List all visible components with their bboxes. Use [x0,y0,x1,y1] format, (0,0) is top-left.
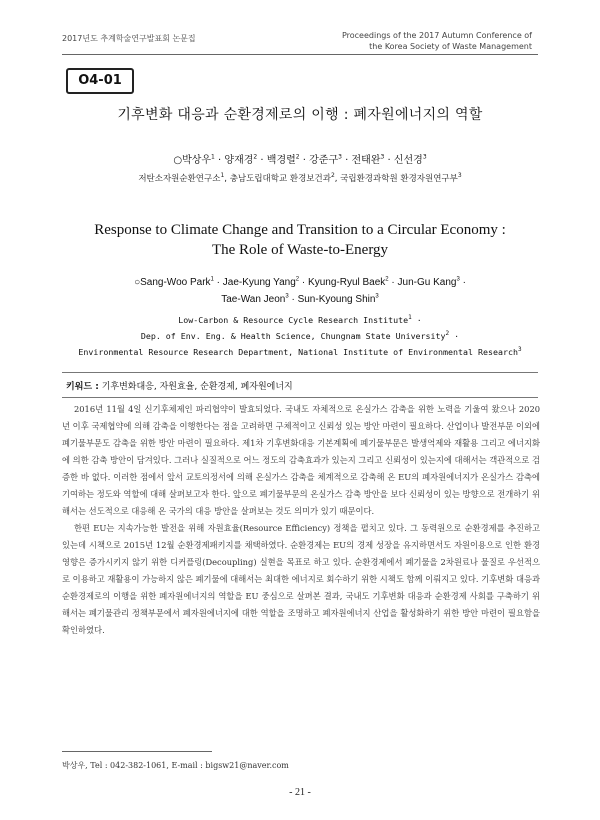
author-affiliation-mark: 2 [385,276,389,283]
korean-author: 전태완 [351,155,381,166]
english-author-line1: ○Sang-Woo Park$^1$ · Jae-Kyung Yang$^2$ · Kyung-Ryul Baek$^2$ · Jun-Gu Kang$^3$ · [134,276,466,288]
author-separator: · [341,155,352,166]
affiliation-mark: 3 [457,172,462,180]
korean-author: 박상우 [182,155,212,166]
header-divider [62,54,538,55]
keywords-bottom-rule [62,397,538,398]
presenter-marker: ○ [134,277,141,288]
korean-title: 기후변화 대응과 순환경제로의 이행 : 폐자원에너지의 역할 [117,107,483,123]
korean-author: 양재경 [224,155,254,166]
korean-affiliations: 저탄소자원순환연구소$^1$, 충남도립대학교 환경보건과$^2$, 국립환경과학원 환경자원연구부$^3$ [138,172,462,184]
running-header-left: 2017년도 추계학술연구발표회 논문집 [62,34,196,43]
session-code-badge: O4-01 [66,68,134,94]
affiliation-separator: · [449,331,460,341]
english-author-line2: Tae-Wan Jeon$^3$ · Sun-Kyoung Shin$^3$ [221,293,379,305]
footnote-divider [62,751,212,752]
keywords-text: 기후변화대응, 자원효율, 순환경제, 폐자원에너지 [101,382,293,392]
affiliation-mark: 2 [330,172,335,180]
affiliation-separator: · [411,315,422,325]
english-title-line1: Response to Climate Change and Transition to a Circular Economy : [94,222,506,238]
korean-author: 강준구 [309,155,339,166]
korean-author: 신선경 [393,155,423,166]
english-affiliation: Low-Carbon & Resource Cycle Research Institute [178,315,409,325]
english-affiliation: Dep. of Env. Eng. & Health Science, Chungnam State University [140,331,446,341]
korean-author: 백경렬 [266,155,296,166]
korean-author-list [0,151,600,166]
english-title-line2: The Role of Waste-to-Energy [211,242,389,258]
running-header-right [342,30,532,52]
author-affiliation-mark: 2 [253,153,258,161]
author-separator: · [257,155,267,166]
english-author: Sang-Woo Park [140,277,211,288]
korean-affiliation: 충남도립대학교 환경보건과 [229,174,331,184]
running-header-right-line2: the Korea Society of Waste Management [369,42,532,51]
english-author-list [0,274,600,308]
keywords-line [66,379,293,392]
author-separator: · [299,155,310,166]
author-separator: · [384,155,394,166]
english-affiliation-line [0,344,600,360]
abstract-paragraph: 2016년 11월 4일 신기후체제인 파리협약이 발효되었다. 국내도 자체적으로 온실가스 감축을 위한 노력을 기울여 왔으나 2020년 이후 국제협약에 의해 감축을 이행한다는 점을 고려하면 구체적이고 신뢰성 있는 방안 마련이 필요하다. 산업이나 발전부문 이외에 폐기물부문도 감축을 위한 방안 마련이 필요하다. 제1차 기후변화대응 기본계획에 폐기물부문은 발생억제와 재활용 그리고 에너지화에 의한 감축 방안이 담겨있다. 그러나 실질적으로 어느 정도의 감축효과가 있는지 그리고 신뢰성이 있는지에 대해서는 객관적으로 검증한 바 없다. 이러한 점에서 앞서 교토의정서에 의해 온실가스 감축을 체계적으로 감축해 온 EU의 폐자원에너지가 온실가스 감축에 기여하는 정도와 역할에 대해 살펴보고자 한다. 앞으로 폐기물부문의 온실가스 감축 방안을 보다 신뢰성이 있는 방향으로 전개하기 위해서는 선도적으로 대응해 온 국가의 대응 방안을 살펴보는 것도 의미가 있기 때문이다. [62,404,540,516]
affiliation-mark: 1 [220,172,225,180]
korean-affiliation: 저탄소자원순환연구소 [138,174,221,184]
english-author: Tae-Wan Jeon [221,294,286,305]
affiliation-mark: 2 [445,330,450,338]
running-header-right-line1: Proceedings of the 2017 Autumn Conference of [341,31,532,40]
english-affiliation-line [0,312,600,328]
affiliation-mark: 3 [517,346,522,354]
english-author: Jun-Gu Kang [397,277,457,288]
presenter-marker: ○ [173,155,183,166]
author-affiliation-mark: 1 [211,153,215,161]
author-affiliation-mark: 2 [295,153,300,161]
author-affiliation-mark: 3 [380,153,385,161]
author-affiliation-mark: 3 [338,153,342,161]
affiliation-mark: 1 [408,314,412,322]
author-separator: · [214,155,225,166]
author-affiliation-mark: 3 [456,276,460,283]
english-affiliations [0,312,600,360]
author-affiliation-mark: 1 [210,276,214,283]
author-affiliation-mark: 3 [375,293,379,300]
english-author: Sun-Kyoung Shin [297,294,376,305]
english-affiliation: Environmental Resource Research Department, National Institute of Environmental Research [78,347,518,357]
author-affiliation-mark: 3 [285,293,289,300]
keywords-label: 키워드 : [66,382,99,392]
english-affiliation-line [0,328,600,344]
abstract-paragraph: 한편 EU는 지속가능한 발전을 위해 자원효율(Resource Efficiency) 정책을 펼치고 있다. 그 동력원으로 순환경제를 추진하고 있는데 시책으로 2015년 12월 순환경제패키지를 채택하였다. 순환경제는 EU의 경제 성장을 유지하면서도 자원이용으로 인한 환경영향은 증가시키지 않기 위한 디커플링(Decoupling) 실현을 목표로 하고 있다. 순환경제에서 폐기물을 2차원료나 물질로 우선적으로 이용하고 재활용이 가능하지 않은 폐기물에 대해서는 최대한 에너지로 회수하기 위한 시책도 함께 이뤄지고 있다. 기후변화 대응과 순환경제로의 이행을 위한 폐자원에너지의 역할을 EU 중심으로 살펴본 결과, 국내도 기후변화 대응과 순환경제 사회를 구축하기 위해서는 폐기물관리 정책부문에서 폐자원에너지에 대한 역할을 조명하고 폐자원에너지 산업을 활성화하기 위한 방안 마련이 필요함을 확인하였다. [62,523,540,635]
page-number: - 21 - [289,787,311,798]
corresponding-author-footnote: 박상우, Tel : 042-382-1061, E-mail : bigsw21@naver.com [62,761,289,770]
korean-affiliation: 국립환경과학원 환경자원연구부 [340,174,458,184]
english-author: Kyung-Ryul Baek [308,277,386,288]
abstract-body [62,401,540,639]
author-affiliation-mark: 2 [295,276,300,283]
english-author: Jae-Kyung Yang [222,277,296,288]
english-title [0,220,600,260]
author-affiliation-mark: 3 [422,153,427,161]
keywords-top-rule [62,372,538,373]
